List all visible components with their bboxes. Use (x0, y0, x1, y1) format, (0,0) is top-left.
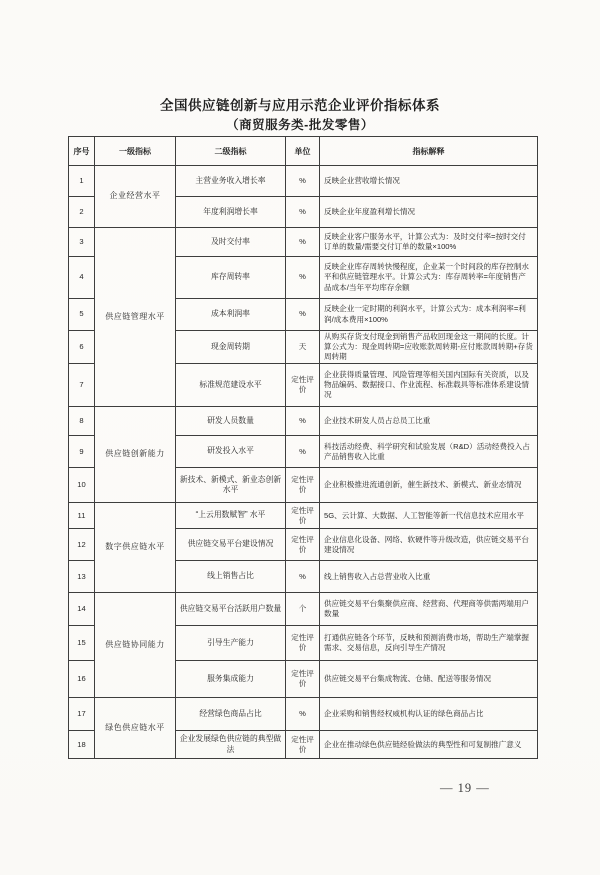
level2-indicator-cell: 供应链交易平台活跃用户数量 (176, 593, 286, 626)
row-number-cell: 2 (69, 197, 95, 228)
level2-indicator-cell: 及时交付率 (176, 228, 286, 257)
page-title: 全国供应链创新与应用示范企业评价指标体系 (160, 98, 440, 113)
table-header-row (69, 137, 538, 166)
level2-indicator-cell: 年度利润增长率 (176, 197, 286, 228)
unit-cell: 定性评价 (286, 626, 320, 661)
col-header-unit: 单位 (286, 137, 320, 166)
unit-cell: % (286, 228, 320, 257)
level2-indicator-cell: 现金周转期 (176, 331, 286, 364)
level2-indicator-cell: 服务集成能力 (176, 661, 286, 698)
explanation-cell: 科技活动经费、科学研究和试验发展（R&D）活动经费投入占产品销售收入比重 (320, 436, 538, 468)
col-header-explanation: 指标解释 (320, 137, 538, 166)
explanation-cell: 反映企业一定时期的利润水平，计算公式为：成本利润率=利润/成本费用×100% (320, 299, 538, 331)
explanation-cell: 反映企业库存周转快慢程度，企业某一个时间段的库存控制水平和供应链管理水平。计算公式为：库存周转率=年度销售产品成本/当年平均库存余额 (320, 257, 538, 299)
unit-cell: 定性评价 (286, 661, 320, 698)
explanation-cell: 企业技术研发人员占总员工比重 (320, 407, 538, 436)
level2-indicator-cell: “上云用数赋智” 水平 (176, 503, 286, 529)
col-header-level2: 二级指标 (176, 137, 286, 166)
unit-cell: % (286, 436, 320, 468)
level2-indicator-cell: 成本利润率 (176, 299, 286, 331)
explanation-cell: 企业采购和销售经权威机构认证的绿色商品占比 (320, 698, 538, 731)
col-header-level1: 一级指标 (95, 137, 176, 166)
page-subtitle: （商贸服务类-批发零售） (226, 117, 374, 132)
unit-cell: % (286, 698, 320, 731)
explanation-cell: 供应链交易平台集聚供应商、经营商、代理商等供需两端用户数量 (320, 593, 538, 626)
row-number-cell: 16 (69, 661, 95, 698)
explanation-cell: 反映企业营收增长情况 (320, 166, 538, 197)
level2-indicator-cell: 研发人员数量 (176, 407, 286, 436)
row-number-cell: 8 (69, 407, 95, 436)
row-number-cell: 14 (69, 593, 95, 626)
unit-cell: % (286, 407, 320, 436)
level2-indicator-cell: 新技术、新模式、新业态创新水平 (176, 468, 286, 503)
table-row (69, 503, 538, 529)
level2-indicator-cell: 标准规范建设水平 (176, 364, 286, 407)
row-number-cell: 3 (69, 228, 95, 257)
table-row (69, 228, 538, 257)
unit-cell: 定性评价 (286, 731, 320, 759)
explanation-cell: 企业在推动绿色供应链经验做法的典型性和可复制推广意义 (320, 731, 538, 759)
indicator-table (68, 136, 538, 759)
row-number-cell: 6 (69, 331, 95, 364)
title-block (0, 99, 600, 133)
unit-cell: % (286, 166, 320, 197)
unit-cell: 天 (286, 331, 320, 364)
level1-indicator-cell: 绿色供应链水平 (95, 698, 176, 759)
level2-indicator-cell: 经营绿色商品占比 (176, 698, 286, 731)
row-number-cell: 9 (69, 436, 95, 468)
row-number-cell: 11 (69, 503, 95, 529)
level1-indicator-cell: 供应链创新能力 (95, 407, 176, 503)
row-number-cell: 17 (69, 698, 95, 731)
row-number-cell: 4 (69, 257, 95, 299)
level1-indicator-cell: 供应链管理水平 (95, 228, 176, 407)
level2-indicator-cell: 库存周转率 (176, 257, 286, 299)
unit-cell: % (286, 197, 320, 228)
table-row (69, 166, 538, 197)
table-row (69, 698, 538, 731)
explanation-cell: 企业获得质量管理、风险管理等相关国内国际有关资质，以及物品编码、数据接口、作业流程、标准载具等标准体系建设情况 (320, 364, 538, 407)
explanation-cell: 企业信息化设备、网络、软硬件等升级改造，供应链交易平台建设情况 (320, 529, 538, 561)
level2-indicator-cell: 供应链交易平台建设情况 (176, 529, 286, 561)
col-header-number: 序号 (69, 137, 95, 166)
explanation-cell: 反映企业客户服务水平，计算公式为：及时交付率=按时交付订单的数量/需要交付订单的数量×100% (320, 228, 538, 257)
unit-cell: 定性评价 (286, 364, 320, 407)
unit-cell: 定性评价 (286, 468, 320, 503)
table-row (69, 593, 538, 626)
explanation-cell: 5G、云计算、大数据、人工智能等新一代信息技术应用水平 (320, 503, 538, 529)
unit-cell: 定性评价 (286, 503, 320, 529)
level1-indicator-cell: 数字供应链水平 (95, 503, 176, 593)
explanation-cell: 线上销售收入占总营业收入比重 (320, 561, 538, 593)
level2-indicator-cell: 引导生产能力 (176, 626, 286, 661)
explanation-cell: 反映企业年度盈利增长情况 (320, 197, 538, 228)
unit-cell: % (286, 561, 320, 593)
level2-indicator-cell: 研发投入水平 (176, 436, 286, 468)
level1-indicator-cell: 供应链协同能力 (95, 593, 176, 698)
unit-cell: % (286, 299, 320, 331)
table-row (69, 407, 538, 436)
row-number-cell: 13 (69, 561, 95, 593)
row-number-cell: 5 (69, 299, 95, 331)
row-number-cell: 15 (69, 626, 95, 661)
explanation-cell: 打通供应链各个环节，反映和预测消费市场，帮助生产端掌握需求、交易信息，反向引导生产情况 (320, 626, 538, 661)
row-number-cell: 12 (69, 529, 95, 561)
unit-cell: 定性评价 (286, 529, 320, 561)
level2-indicator-cell: 主营业务收入增长率 (176, 166, 286, 197)
page-number: — 19 — (440, 781, 490, 795)
row-number-cell: 7 (69, 364, 95, 407)
unit-cell: 个 (286, 593, 320, 626)
level2-indicator-cell: 企业发展绿色供应链的典型做法 (176, 731, 286, 759)
row-number-cell: 10 (69, 468, 95, 503)
unit-cell: % (286, 257, 320, 299)
level1-indicator-cell: 企业经营水平 (95, 166, 176, 228)
explanation-cell: 从购买存货支付现金到销售产品收回现金这一期间的长度。计算公式为：现金周转期=应收账款周转期-应付账款周转期+存货周转期 (320, 331, 538, 364)
explanation-cell: 供应链交易平台集成物流、仓储、配送等服务情况 (320, 661, 538, 698)
explanation-cell: 企业积极推进流通创新，催生新技术、新模式、新业态情况 (320, 468, 538, 503)
row-number-cell: 18 (69, 731, 95, 759)
row-number-cell: 1 (69, 166, 95, 197)
level2-indicator-cell: 线上销售占比 (176, 561, 286, 593)
